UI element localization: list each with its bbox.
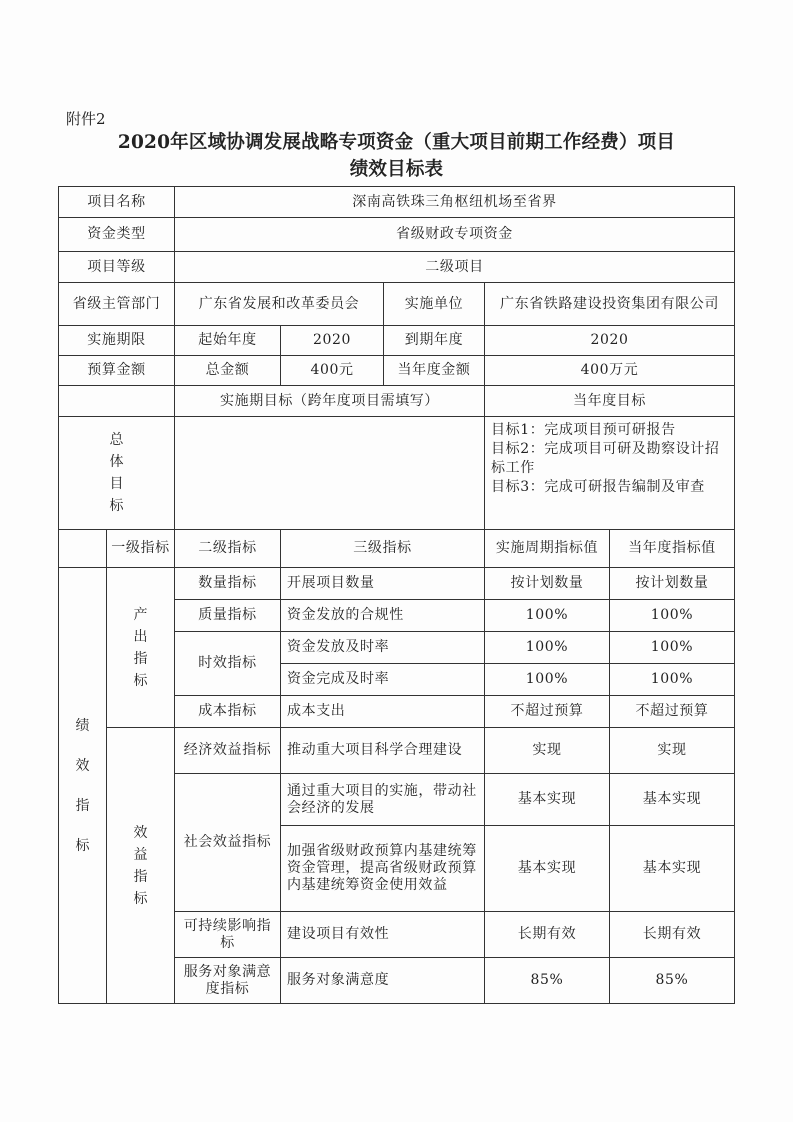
year-goal-item: 目标3：完成可研报告编制及审查 — [491, 479, 705, 495]
table-row — [59, 386, 735, 417]
period-value-cell: 基本实现 — [485, 774, 610, 826]
table-row — [59, 326, 735, 356]
table-row — [59, 218, 735, 252]
corner-blank-cell — [59, 530, 107, 568]
period-value-cell: 实现 — [485, 728, 610, 774]
year-value-cell: 100% — [610, 664, 735, 696]
end-year-label: 到期年度 — [384, 326, 485, 356]
level3-cell: 推动重大项目科学合理建设 — [281, 728, 485, 774]
table-row — [59, 728, 735, 774]
year-amount-label: 当年度金额 — [384, 356, 485, 386]
level2-cell: 质量指标 — [175, 600, 281, 632]
col-level2-header: 二级指标 — [175, 530, 281, 568]
fund-type-value: 省级财政专项资金 — [175, 218, 735, 252]
year-value-cell: 基本实现 — [610, 774, 735, 826]
level3-cell: 开展项目数量 — [281, 568, 485, 600]
period-value-cell: 基本实现 — [485, 826, 610, 912]
period-value-cell: 100% — [485, 600, 610, 632]
level2-cell: 社会效益指标 — [175, 774, 281, 912]
project-level-label: 项目等级 — [59, 252, 175, 283]
table-row — [59, 252, 735, 283]
output-indicator-label: 产出指标 — [107, 568, 175, 728]
col-year-value-header: 当年度指标值 — [610, 530, 735, 568]
level3-cell: 加强省级财政预算内基建统筹资金管理，提高省级财政预算内基建统筹资金使用效益 — [281, 826, 485, 912]
period-goal-content — [175, 417, 485, 530]
perf-indicator-label: 绩效指标 — [59, 568, 107, 1004]
total-amount-value: 400元 — [281, 356, 384, 386]
level3-cell: 建设项目有效性 — [281, 912, 485, 958]
dept-label: 省级主管部门 — [59, 283, 175, 326]
period-value-cell: 85% — [485, 958, 610, 1004]
fund-type-label: 资金类型 — [59, 218, 175, 252]
level3-cell: 服务对象满意度 — [281, 958, 485, 1004]
start-year-label: 起始年度 — [175, 326, 281, 356]
period-value-cell: 不超过预算 — [485, 696, 610, 728]
col-level1-header: 一级指标 — [107, 530, 175, 568]
impl-unit-value: 广东省铁路建设投资集团有限公司 — [485, 283, 735, 326]
year-value-cell: 基本实现 — [610, 826, 735, 912]
benefit-indicator-label: 效益指标 — [107, 728, 175, 1004]
col-period-value-header: 实施周期指标值 — [485, 530, 610, 568]
level3-cell: 资金发放及时率 — [281, 632, 485, 664]
attachment-label: 附件2 — [66, 110, 106, 128]
period-goal-header: 实施期目标（跨年度项目需填写） — [175, 386, 485, 417]
document-title-line1: 2020年区域协调发展战略专项资金（重大项目前期工作经费）项目 — [117, 132, 676, 153]
period-value-cell: 按计划数量 — [485, 568, 610, 600]
level2-cell: 可持续影响指标 — [175, 912, 281, 958]
level2-cell: 时效指标 — [175, 632, 281, 696]
level2-cell: 成本指标 — [175, 696, 281, 728]
start-year-value: 2020 — [281, 326, 384, 356]
period-label: 实施期限 — [59, 326, 175, 356]
year-value-cell: 不超过预算 — [610, 696, 735, 728]
project-level-value: 二级项目 — [175, 252, 735, 283]
project-name-value: 深南高铁珠三角枢纽机场至省界 — [175, 187, 735, 218]
col-level3-header: 三级指标 — [281, 530, 485, 568]
year-value-cell: 85% — [610, 958, 735, 1004]
document-title-line2: 绩效目标表 — [349, 159, 444, 180]
level3-cell: 通过重大项目的实施，带动社会经济的发展 — [281, 774, 485, 826]
table-row — [59, 417, 735, 530]
period-value-cell: 100% — [485, 664, 610, 696]
level2-cell: 服务对象满意度指标 — [175, 958, 281, 1004]
level3-cell: 资金完成及时率 — [281, 664, 485, 696]
year-value-cell: 长期有效 — [610, 912, 735, 958]
table-row — [59, 356, 735, 386]
blank-cell — [59, 386, 175, 417]
end-year-value: 2020 — [485, 326, 735, 356]
year-value-cell: 实现 — [610, 728, 735, 774]
dept-value: 广东省发展和改革委员会 — [175, 283, 384, 326]
year-value-cell: 100% — [610, 600, 735, 632]
table-row — [59, 568, 735, 600]
overall-goal-label: 总体目标 — [59, 417, 175, 530]
table-row — [59, 187, 735, 218]
year-goal-content — [485, 417, 735, 530]
table-row — [59, 283, 735, 326]
impl-unit-label: 实施单位 — [384, 283, 485, 326]
period-value-cell: 100% — [485, 632, 610, 664]
year-goal-header: 当年度目标 — [485, 386, 735, 417]
level3-cell: 成本支出 — [281, 696, 485, 728]
level3-cell: 资金发放的合规性 — [281, 600, 485, 632]
period-value-cell: 长期有效 — [485, 912, 610, 958]
year-goal-item: 目标2：完成项目可研及勘察设计招标工作 — [491, 441, 720, 476]
performance-target-table — [58, 186, 735, 1004]
year-amount-value: 400万元 — [485, 356, 735, 386]
year-value-cell: 100% — [610, 632, 735, 664]
year-goal-item: 目标1：完成项目预可研报告 — [491, 422, 676, 438]
level2-cell: 数量指标 — [175, 568, 281, 600]
total-amount-label: 总金额 — [175, 356, 281, 386]
year-value-cell: 按计划数量 — [610, 568, 735, 600]
table-row — [59, 530, 735, 568]
level2-cell: 经济效益指标 — [175, 728, 281, 774]
budget-label: 预算金额 — [59, 356, 175, 386]
project-name-label: 项目名称 — [59, 187, 175, 218]
